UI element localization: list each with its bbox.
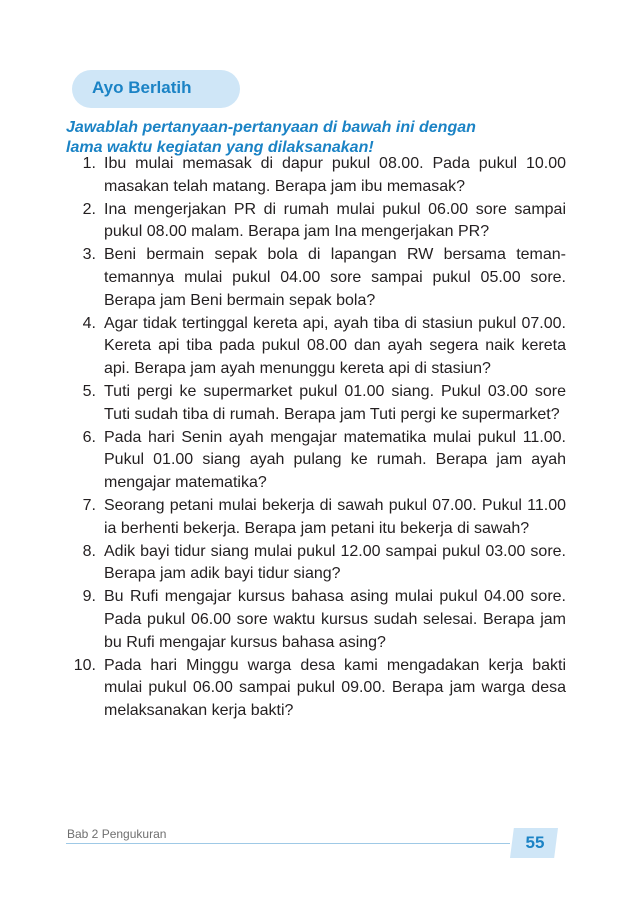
question-number: 3.	[82, 246, 96, 264]
question-item	[66, 541, 566, 587]
question-number: 4.	[82, 314, 96, 332]
question-item	[66, 313, 566, 381]
question-list	[66, 153, 566, 723]
question-number: 10.	[73, 656, 96, 674]
question-text: Ina mengerjakan PR di rumah mulai pukul 06.00 sore sampai pukul 08.00 malam. Berapa jam Ina mengerjakan PR?	[104, 200, 566, 241]
question-number: 6.	[82, 428, 96, 446]
question-item	[66, 381, 566, 427]
question-item	[66, 655, 566, 723]
section-header-pill	[72, 70, 240, 108]
question-text: Adik bayi tidur siang mulai pukul 12.00 sampai pukul 03.00 sore. Berapa jam adik bayi tidur siang?	[104, 542, 566, 583]
question-text: Ibu mulai memasak di dapur pukul 08.00. Pada pukul 10.00 masakan telah matang. Berapa jam ibu memasak?	[104, 155, 566, 195]
question-text: Pada hari Senin ayah mengajar matematika mulai pukul 11.00. Pukul 01.00 siang ayah pulang ke rumah. Berapa jam ayah mengajar matematika?	[104, 428, 566, 492]
question-text: Agar tidak tertinggal kereta api, ayah tiba di stasiun pukul 07.00. Kereta api tiba pada pukul 08.00 dan ayah segera naik kereta api. Berapa jam ayah menunggu kereta api di stasiun?	[104, 314, 566, 378]
instruction-text	[66, 118, 566, 158]
question-item	[66, 199, 566, 245]
question-text: Beni bermain sepak bola di lapangan RW bersama teman-temannya mulai pukul 04.00 sore sampai pukul 05.00 sore. Berapa jam Beni bermain sepak bola?	[104, 246, 566, 309]
footer-chapter-label: Bab 2 Pengukuran	[67, 827, 167, 841]
instruction-line-1: Jawablah pertanyaan-pertanyaan di bawah ini dengan	[66, 119, 476, 136]
section-title: Ayo Berlatih	[92, 78, 192, 97]
question-item	[66, 244, 566, 312]
question-number: 2.	[82, 200, 96, 218]
question-number: 8.	[82, 542, 96, 560]
question-text: Pada hari Minggu warga desa kami mengadakan kerja bakti mulai pukul 06.00 sampai pukul 09.00. Berapa jam warga desa melaksanakan kerja bakti?	[104, 656, 566, 720]
instruction-line-2: lama waktu kegiatan yang dilaksanakan!	[66, 139, 374, 156]
question-item	[66, 495, 566, 541]
question-number: 1.	[82, 155, 96, 172]
question-number: 7.	[82, 496, 96, 514]
question-item	[66, 586, 566, 654]
question-text: Bu Rufi mengajar kursus bahasa asing mulai pukul 04.00 sore. Pada pukul 06.00 sore waktu kursus sudah selesai. Berapa jam bu Rufi mengajar kursus bahasa asing?	[104, 588, 566, 651]
question-text: Seorang petani mulai bekerja di sawah pukul 07.00. Pukul 11.00 ia berhenti bekerja. Berapa jam petani itu bekerja di sawah?	[104, 496, 566, 537]
footer-divider	[66, 843, 510, 844]
page-number: 55	[525, 833, 545, 852]
question-item	[66, 153, 566, 199]
question-number: 9.	[82, 588, 96, 606]
question-number: 5.	[82, 382, 96, 400]
question-item	[66, 427, 566, 495]
question-text: Tuti pergi ke supermarket pukul 01.00 siang. Pukul 03.00 sore Tuti sudah tiba di rumah. Berapa jam Tuti pergi ke supermarket?	[104, 382, 566, 423]
